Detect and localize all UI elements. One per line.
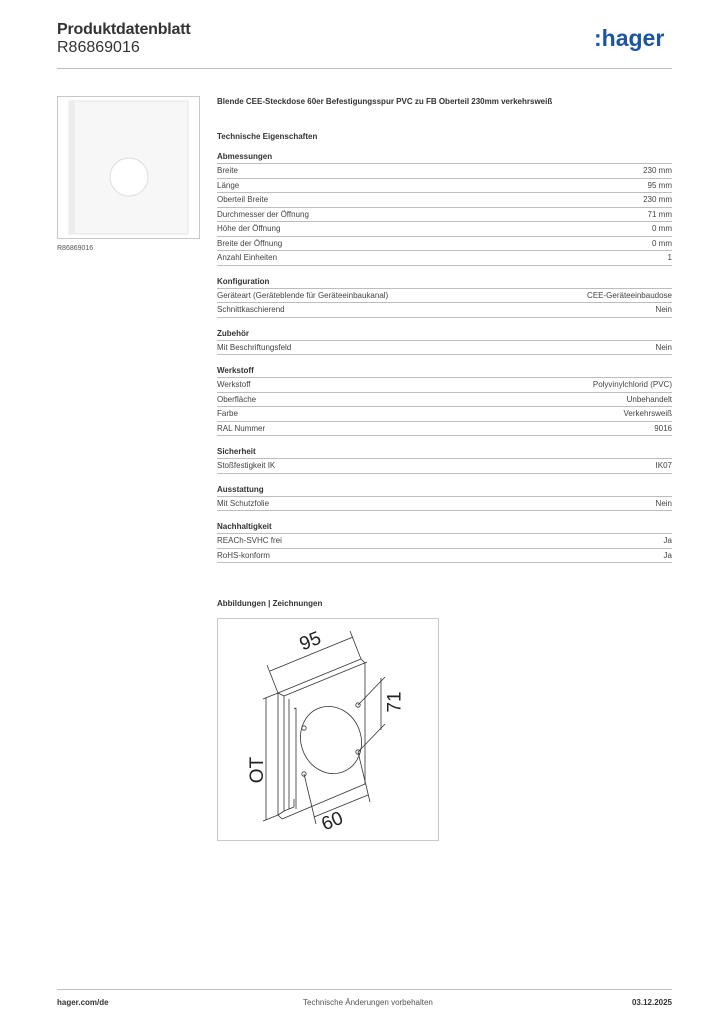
- article-number: R86869016: [57, 39, 140, 56]
- footer-website: hager.com/de: [57, 998, 109, 1007]
- spec-row: [217, 534, 672, 549]
- spec-section: [217, 521, 672, 563]
- spec-row: [217, 179, 672, 194]
- footer-notice: Technische Änderungen vorbehalten: [303, 998, 433, 1007]
- footer-date: 03.12.2025: [631, 998, 672, 1007]
- spec-label: Oberteil Breite: [217, 195, 269, 204]
- spec-label: Oberfläche: [217, 394, 257, 404]
- dimension-60-label: 60: [318, 807, 347, 836]
- spec-label: Durchmesser der Öffnung: [217, 209, 309, 219]
- spec-value: Nein: [655, 305, 672, 314]
- spec-row: [217, 497, 672, 512]
- spec-label: Mit Beschriftungsfeld: [217, 342, 292, 352]
- section-title: Sicherheit: [217, 446, 672, 459]
- section-title: Ausstattung: [217, 484, 672, 497]
- spec-value: Unbehandelt: [626, 394, 672, 404]
- spec-label: RAL Nummer: [217, 423, 266, 433]
- spec-value: Polyvinylchlorid (PVC): [592, 380, 672, 389]
- spec-row: [217, 303, 672, 318]
- section-title: Abmessungen: [217, 151, 672, 164]
- spec-label: Mit Schutzfolie: [217, 498, 270, 508]
- spec-value: 230 mm: [643, 166, 672, 175]
- dimension-71-label: 71: [384, 691, 406, 713]
- spec-value: 230 mm: [643, 195, 672, 204]
- dimension-ot-label: OT: [247, 756, 269, 784]
- section-title: Zubehör: [217, 328, 672, 341]
- section-title: Werkstoff: [217, 365, 672, 378]
- page-title: Produktdatenblatt: [57, 21, 191, 38]
- spec-label: Farbe: [217, 409, 238, 418]
- spec-label: Länge: [217, 180, 240, 190]
- section-title: Nachhaltigkeit: [217, 521, 672, 534]
- spec-section: [217, 151, 672, 266]
- spec-label: Schnittkaschierend: [217, 305, 285, 314]
- tech-properties-heading: Technische Eigenschaften: [217, 132, 318, 141]
- spec-row: [217, 289, 672, 304]
- figures-heading: Abbildungen | Zeichnungen: [217, 599, 323, 608]
- spec-label: Stoßfestigkeit IK: [217, 461, 276, 470]
- spec-label: Geräteart (Geräteblende für Geräteeinbaukanal): [217, 290, 389, 300]
- spec-label: Breite: [217, 166, 238, 175]
- spec-label: Anzahl Einheiten: [217, 253, 278, 262]
- spec-row: [217, 341, 672, 356]
- spec-label: Höhe der Öffnung: [217, 224, 281, 233]
- spec-row: [217, 459, 672, 474]
- spec-label: Breite der Öffnung: [217, 238, 283, 248]
- product-thumbnail: [57, 96, 200, 239]
- spec-row: [217, 251, 672, 266]
- technical-drawing: [217, 618, 439, 841]
- spec-section: [217, 446, 672, 474]
- spec-value: 95 mm: [647, 180, 672, 190]
- spec-label: REACh-SVHC frei: [217, 536, 282, 545]
- spec-row: [217, 422, 672, 437]
- spec-value: Nein: [655, 342, 672, 352]
- spec-value: 9016: [654, 423, 672, 433]
- spec-section: [217, 328, 672, 356]
- thumbnail-caption: R86869016: [57, 245, 94, 252]
- section-title: Konfiguration: [217, 276, 672, 289]
- spec-value: 0 mm: [652, 238, 672, 248]
- spec-row: [217, 193, 672, 208]
- spec-value: Ja: [663, 550, 672, 560]
- product-name: Blende CEE-Steckdose 60er Befestigungsspur PVC zu FB Oberteil 230mm verkehrsweiß: [217, 97, 553, 106]
- spec-row: [217, 549, 672, 564]
- spec-section: [217, 276, 672, 318]
- footer-divider: [57, 989, 672, 990]
- spec-row: [217, 164, 672, 179]
- dimension-95-label: 95: [296, 627, 325, 656]
- spec-row: [217, 222, 672, 237]
- spec-label: RoHS-konform: [217, 550, 270, 560]
- spec-row: [217, 393, 672, 408]
- spec-content: [217, 96, 672, 563]
- spec-value: CEE-Geräteeinbaudose: [587, 290, 672, 300]
- spec-section: [217, 365, 672, 436]
- svg-text::hager: :hager: [594, 26, 665, 51]
- spec-row: [217, 378, 672, 393]
- spec-value: IK07: [655, 461, 672, 470]
- header-divider: [57, 68, 672, 69]
- spec-value: 1: [667, 253, 672, 262]
- spec-value: 71 mm: [647, 209, 672, 219]
- spec-row: [217, 237, 672, 252]
- spec-row: [217, 407, 672, 422]
- spec-label: Werkstoff: [217, 380, 251, 389]
- spec-sections: [217, 151, 672, 563]
- hager-logo: [594, 26, 676, 52]
- spec-value: Ja: [663, 536, 672, 545]
- spec-section: [217, 484, 672, 512]
- spec-value: Nein: [655, 498, 672, 508]
- spec-value: Verkehrsweiß: [623, 409, 672, 418]
- spec-value: 0 mm: [652, 224, 672, 233]
- spec-row: [217, 208, 672, 223]
